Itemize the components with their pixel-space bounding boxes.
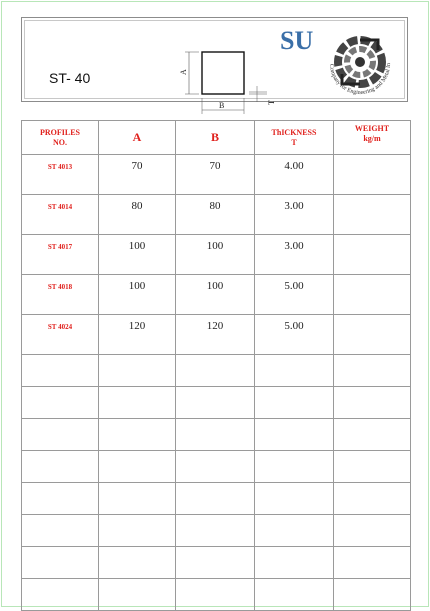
cell-a: 100	[99, 235, 176, 275]
table-row	[22, 483, 411, 515]
cell-b: 70	[176, 155, 255, 195]
empty-cell	[176, 451, 255, 483]
dim-t-label: T	[267, 100, 276, 105]
empty-cell	[255, 419, 334, 451]
profiles-table	[21, 120, 411, 611]
company-logo-icon	[320, 24, 400, 100]
cell-b: 80	[176, 195, 255, 235]
empty-cell	[176, 483, 255, 515]
col-header-weight: WEIGHT kg/m	[334, 121, 411, 155]
title-block	[21, 17, 408, 110]
empty-cell	[176, 355, 255, 387]
table-row	[22, 355, 411, 387]
cell-t: 5.00	[255, 315, 334, 355]
empty-cell	[22, 419, 99, 451]
empty-cell	[255, 451, 334, 483]
empty-cell	[255, 387, 334, 419]
cell-b: 120	[176, 315, 255, 355]
empty-cell	[22, 387, 99, 419]
cell-t: 5.00	[255, 275, 334, 315]
empty-cell	[255, 515, 334, 547]
empty-cell	[22, 579, 99, 611]
table-row	[22, 155, 411, 195]
empty-cell	[176, 547, 255, 579]
cell-t: 4.00	[255, 155, 334, 195]
cell-w	[334, 195, 411, 235]
dim-b-label: B	[219, 101, 225, 110]
cell-t: 3.00	[255, 235, 334, 275]
empty-cell	[22, 451, 99, 483]
empty-cell	[99, 451, 176, 483]
empty-cell	[99, 515, 176, 547]
table-row	[22, 235, 411, 275]
logo-su-text: SU	[280, 26, 314, 55]
empty-cell	[99, 547, 176, 579]
table-row	[22, 451, 411, 483]
series-code: ST- 40	[49, 70, 91, 86]
empty-cell	[255, 547, 334, 579]
empty-cell	[334, 387, 411, 419]
col-header-profiles: PROFILES NO.	[22, 121, 99, 155]
empty-cell	[255, 355, 334, 387]
empty-cell	[334, 451, 411, 483]
empty-cell	[334, 483, 411, 515]
table-row	[22, 315, 411, 355]
logo-tagline: Company for Engineering and Metal In	[327, 63, 393, 97]
empty-cell	[99, 579, 176, 611]
table-row	[22, 419, 411, 451]
empty-cell	[334, 579, 411, 611]
empty-cell	[176, 579, 255, 611]
cell-a: 80	[99, 195, 176, 235]
profile-cross-section-diagram	[177, 44, 292, 114]
table-row	[22, 547, 411, 579]
cell-w	[334, 315, 411, 355]
table-row	[22, 387, 411, 419]
empty-cell	[176, 387, 255, 419]
profile-cell: ST 4017	[22, 235, 99, 275]
cell-b: 100	[176, 275, 255, 315]
col-header-a: A	[99, 121, 176, 155]
empty-cell	[99, 419, 176, 451]
table-row	[22, 579, 411, 611]
title-block-inner	[24, 20, 405, 110]
cell-a: 120	[99, 315, 176, 355]
profile-cell: ST 4018	[22, 275, 99, 315]
table-row	[22, 195, 411, 235]
cell-w	[334, 155, 411, 195]
empty-cell	[99, 387, 176, 419]
cell-w	[334, 235, 411, 275]
cell-t: 3.00	[255, 195, 334, 235]
table-body	[22, 155, 411, 611]
col-header-b: B	[176, 121, 255, 155]
empty-cell	[22, 483, 99, 515]
profile-cell: ST 4024	[22, 315, 99, 355]
col-header-thickness: ThICKNESS T	[255, 121, 334, 155]
empty-cell	[334, 515, 411, 547]
empty-cell	[99, 483, 176, 515]
cell-b: 100	[176, 235, 255, 275]
empty-cell	[176, 419, 255, 451]
table-row	[22, 275, 411, 315]
cell-a: 100	[99, 275, 176, 315]
empty-cell	[334, 355, 411, 387]
empty-cell	[255, 579, 334, 611]
empty-cell	[99, 355, 176, 387]
table-row	[22, 515, 411, 547]
empty-cell	[22, 515, 99, 547]
cell-w	[334, 275, 411, 315]
empty-cell	[255, 483, 334, 515]
empty-cell	[22, 355, 99, 387]
empty-cell	[22, 547, 99, 579]
cell-a: 70	[99, 155, 176, 195]
empty-cell	[334, 547, 411, 579]
profiles-table-wrapper	[21, 120, 411, 611]
empty-cell	[176, 515, 255, 547]
empty-cell	[334, 419, 411, 451]
dim-a-label: A	[179, 69, 188, 75]
profile-cell: ST 4014	[22, 195, 99, 235]
table-header-row	[22, 121, 411, 155]
profile-cell: ST 4013	[22, 155, 99, 195]
